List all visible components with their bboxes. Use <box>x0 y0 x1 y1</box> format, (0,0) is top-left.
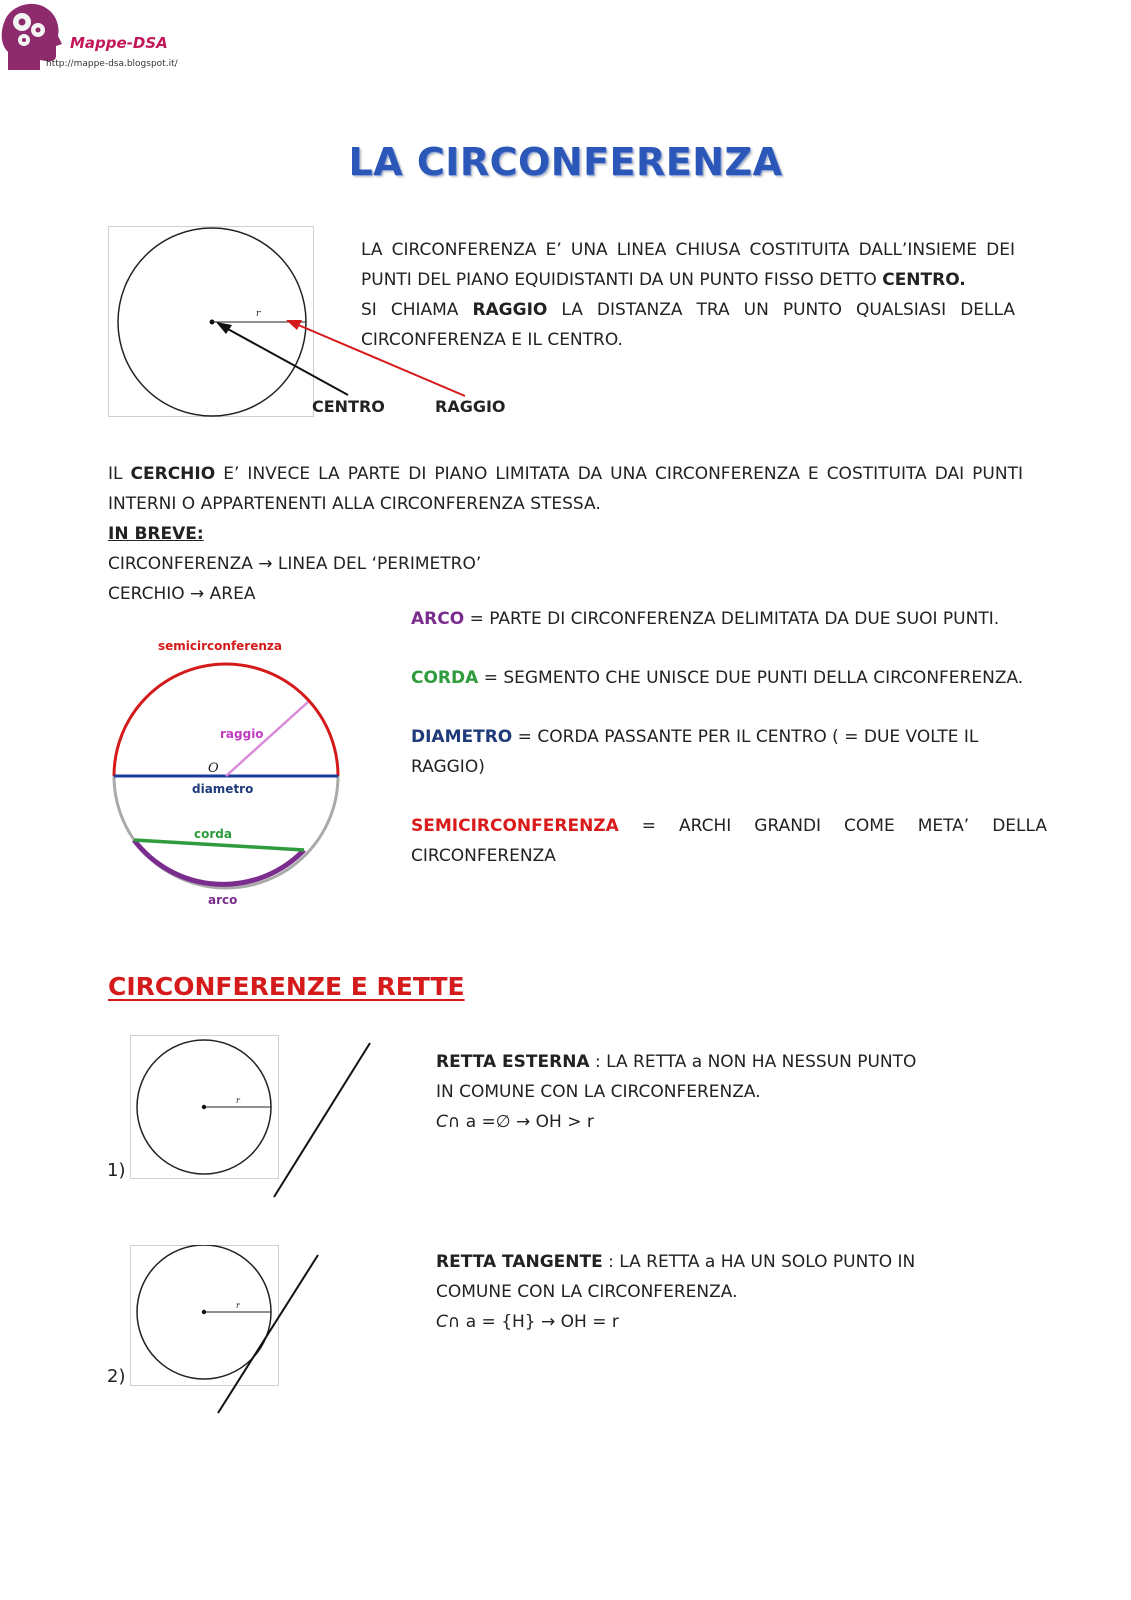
definitions-list <box>411 604 1047 871</box>
case-number-2: 2) <box>107 1366 126 1387</box>
definition-line-3: SI CHIAMA RAGGIO LA DISTANZA TRA UN PUNTO QUALSIASI DELLA <box>361 300 1015 320</box>
definition-corda: CORDA = SEGMENTO CHE UNISCE DUE PUNTI DELLA CIRCONFERENZA. <box>411 668 1024 688</box>
formula-esterna: C∩ a =∅ → OH > r <box>436 1112 594 1132</box>
radius-r-label: r <box>236 1301 240 1310</box>
definition-line-4: CIRCONFERENZA E IL CENTRO. <box>361 330 623 350</box>
cerchio-line-2: INTERNI O APPARTENENTI ALLA CIRCONFERENZA STESSA. <box>108 494 601 514</box>
radius-r-label: r <box>236 1096 240 1105</box>
raggio-term: RAGGIO <box>472 300 548 320</box>
tangent-line <box>218 1255 318 1413</box>
semicircumference-arc <box>114 664 338 776</box>
center-o-label: O <box>208 761 219 776</box>
center-point <box>210 320 215 325</box>
in-breve-heading: IN BREVE: <box>108 524 204 544</box>
definition-semicirconferenza: SEMICIRCONFERENZA = ARCHI GRANDI COME META’ DELLA CIRCONFERENZA <box>411 816 1047 866</box>
definition-line-1: LA CIRCONFERENZA E’ UNA LINEA CHIUSA COSTITUITA DALL’INSIEME DEI <box>361 240 1015 260</box>
arco-label: arco <box>208 893 238 907</box>
external-line-figure <box>130 1035 380 1205</box>
chord-line <box>134 840 304 850</box>
raggio-label: RAGGIO <box>435 397 506 416</box>
tangent-line-figure <box>130 1245 350 1420</box>
retta-esterna-title: RETTA ESTERNA <box>436 1052 590 1072</box>
diametro-label: diametro <box>192 782 254 796</box>
centro-label: CENTRO <box>312 397 385 416</box>
cerchio-paragraph <box>108 459 1023 609</box>
section-title: CIRCONFERENZE E RETTE <box>108 972 465 1001</box>
definition-line-2: PUNTI DEL PIANO EQUIDISTANTI DA UN PUNTO FISSO DETTO CENTRO. <box>361 270 966 290</box>
definition-diametro: DIAMETRO = CORDA PASSANTE PER IL CENTRO ( = DUE VOLTE IL RAGGIO) <box>411 727 979 777</box>
summary-cerchio: CERCHIO → AREA <box>108 584 256 604</box>
definition-arco: ARCO = PARTE DI CIRCONFERENZA DELIMITATA DA DUE SUOI PUNTI. <box>411 609 1000 629</box>
raggio-label: raggio <box>220 727 264 741</box>
circle-parts-figure <box>110 640 350 910</box>
corda-label: corda <box>194 827 232 841</box>
semicirconferenza-label: semicirconferenza <box>158 640 282 653</box>
definition-paragraph <box>361 235 1015 355</box>
case-number-1: 1) <box>107 1160 126 1181</box>
brand-name: Mappe-DSA <box>70 34 168 52</box>
summary-circonferenza: CIRCONFERENZA → LINEA DEL ‘PERIMETRO’ <box>108 554 482 574</box>
formula-tangente: C∩ a = {H} → OH = r <box>436 1312 619 1332</box>
retta-tangente-text: RETTA TANGENTE : LA RETTA a HA UN SOLO PUNTO IN COMUNE CON LA CIRCONFERENZA. C∩ a = {H} → OH = r <box>436 1247 1036 1337</box>
page-title: LA CIRCONFERENZA <box>348 140 783 184</box>
cerchio-term: CERCHIO <box>130 464 216 484</box>
radius-r-label: r <box>256 309 261 319</box>
brand-url[interactable]: http://mappe-dsa.blogspot.it/ <box>46 59 178 69</box>
cerchio-line-1: IL CERCHIO E’ INVECE LA PARTE DI PIANO LIMITATA DA UNA CIRCONFERENZA E COSTITUITA DAI PUNTI <box>108 464 1023 484</box>
external-line <box>274 1043 370 1197</box>
retta-tangente-title: RETTA TANGENTE <box>436 1252 603 1272</box>
centro-term: CENTRO. <box>882 270 966 290</box>
retta-esterna-text: RETTA ESTERNA : LA RETTA a NON HA NESSUN PUNTO IN COMUNE CON LA CIRCONFERENZA. C∩ a =∅ → OH > r <box>436 1047 1036 1137</box>
